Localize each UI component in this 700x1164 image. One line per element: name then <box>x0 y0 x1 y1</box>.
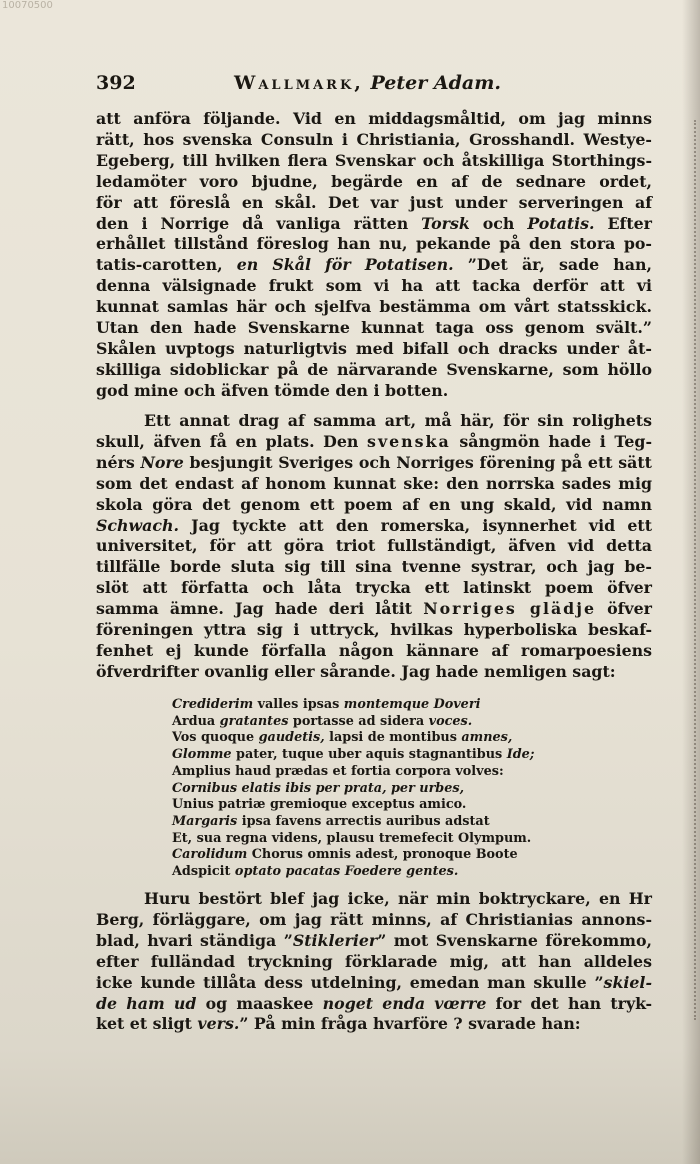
text-line: skola göra det genom ett poem af en ung skald, vid namn <box>96 494 652 514</box>
text-line: slöt att författa och låta trycka ett latinskt poem öfver <box>96 578 652 598</box>
text-line: icke kunde tillåta dess utdelning, emedan man skulle ”skiel- <box>96 972 652 992</box>
latin-poem <box>172 697 592 881</box>
text-line: erhållet tillstånd föreslog han nu, pekande på den stora po- <box>96 234 652 254</box>
text-line: Ett annat drag af samma art, må här, för sin rolighets <box>144 411 652 430</box>
text-line: fenhet ej kunde förfalla någon kännare af romarpoesiens <box>96 640 652 660</box>
text-line: som det endast af honom kunnat ske: den norrska sades mig <box>96 473 652 493</box>
running-head-rest: Peter Adam. <box>370 72 501 94</box>
text-line: blad, hvari ständiga ”Stiklerier” mot Svenskarne förekommo, <box>96 930 652 950</box>
text-line: tillfälle borde sluta sig till sina tvenne systrar, och jag be- <box>96 557 652 577</box>
text-line: öfverdrifter ovanlig eller sårande. Jag hade nemligen sagt: <box>96 661 616 681</box>
text-line: föreningen yttra sig i uttryck, hvilkas hyperboliska beskaf- <box>96 620 652 640</box>
poem-line: Glomme pater, tuque uber aquis stagnantibus Ide; <box>172 747 535 763</box>
text-line: Schwach. Jag tyckte att den romerska, isynnerhet vid ett <box>96 515 652 535</box>
poem-line: Adspicit optato pacatas Foedere gentes. <box>172 864 459 880</box>
poem-line: Amplius haud prædas et fortia corpora volves: <box>172 763 504 779</box>
poem-line: Ardua gratantes portasse ad sidera voces. <box>172 713 473 729</box>
text-line: den i Norrige då vanliga rätten Torsk och Potatis. Efter <box>96 213 653 233</box>
text-line: för att föreslå en skål. Det var just under serveringen af <box>96 192 652 212</box>
poem-line: Unius patriæ gremioque exceptus amico. <box>172 797 467 813</box>
text-line: nérs Nore besjungit Sveriges och Norriges förening på ett sätt <box>96 452 652 472</box>
text-line: Egeberg, till hvilken flera Svenskar och åtskilliga Storthings- <box>96 150 652 170</box>
running-head-name: Wallmark, <box>234 72 364 94</box>
text-line: skilliga sidoblickar på de närvarande Svenskarne, som höllo <box>96 359 652 379</box>
text-line: denna välsignade frukt som vi ha att tacka derför att vi <box>96 276 652 296</box>
paragraph-3 <box>96 889 652 1035</box>
text-line: kunnat samlas här och sjelfva bestämma om vårt statsskick. <box>96 297 652 317</box>
text-line: Utan den hade Svenskarne kunnat taga oss genom svält.” <box>96 318 652 338</box>
paragraph-2 <box>96 411 652 683</box>
page-header <box>96 72 652 100</box>
paragraph-1 <box>96 109 652 402</box>
text-line: rätt, hos svenska Consuln i Christiania, Grosshandl. Westye- <box>96 129 652 149</box>
text-line: god mine och äfven tömde den i botten. <box>96 380 449 400</box>
text-line: universitet, för att göra triot fullständigt, äfven vid detta <box>96 536 652 556</box>
text-line: de ham ud og maaskee noget enda vœrre for det han tryk- <box>96 993 652 1013</box>
text-line: samma ämne. Jag hade deri låtit Norriges glädje öfver <box>96 599 652 619</box>
text-line: Skålen uvptogs naturligtvis med bifall och dracks under åt- <box>96 338 652 358</box>
poem-line: Margaris ipsa favens arrectis auribus adstat <box>172 813 490 829</box>
running-head <box>234 72 501 94</box>
poem-line: Et, sua regna videns, plausu tremefecit Olympum. <box>172 830 532 846</box>
text-line: efter fulländad tryckning förklarade mig, att han alldeles <box>96 951 652 971</box>
text-line: Huru bestört blef jag icke, när min boktryckare, en Hr <box>144 889 652 908</box>
page-edge-shadow <box>690 120 696 1020</box>
text-line: att anföra följande. Vid en middagsmåltid, om jag minns <box>96 109 652 128</box>
text-line: ledamöter voro bjudne, begärde en af de sednare ordet, <box>96 171 652 191</box>
poem-line: Vos quoque gaudetis, lapsi de montibus amnes, <box>172 730 513 746</box>
page-number: 392 <box>96 72 136 94</box>
poem-line: Carolidum Chorus omnis adest, pronoque Boote <box>172 847 518 863</box>
text-line: tatis-carotten, en Skål för Potatisen. ”Det är, sade han, <box>96 255 652 275</box>
poem-line: Crediderim valles ipsas montemque Doveri <box>172 697 481 712</box>
text-line: Berg, förläggare, om jag rätt minns, af Christianias annons- <box>96 909 652 929</box>
text-line: skull, äfven få en plats. Den svenska sångmön hade i Teg- <box>96 431 653 451</box>
poem-line: Cornibus elatis ibis per prata, per urbes, <box>172 780 465 796</box>
text-line: ket et sligt vers.” På min fråga hvarföre ? svarade han: <box>96 1014 581 1034</box>
page-id-stamp: 10070500 <box>2 0 53 11</box>
